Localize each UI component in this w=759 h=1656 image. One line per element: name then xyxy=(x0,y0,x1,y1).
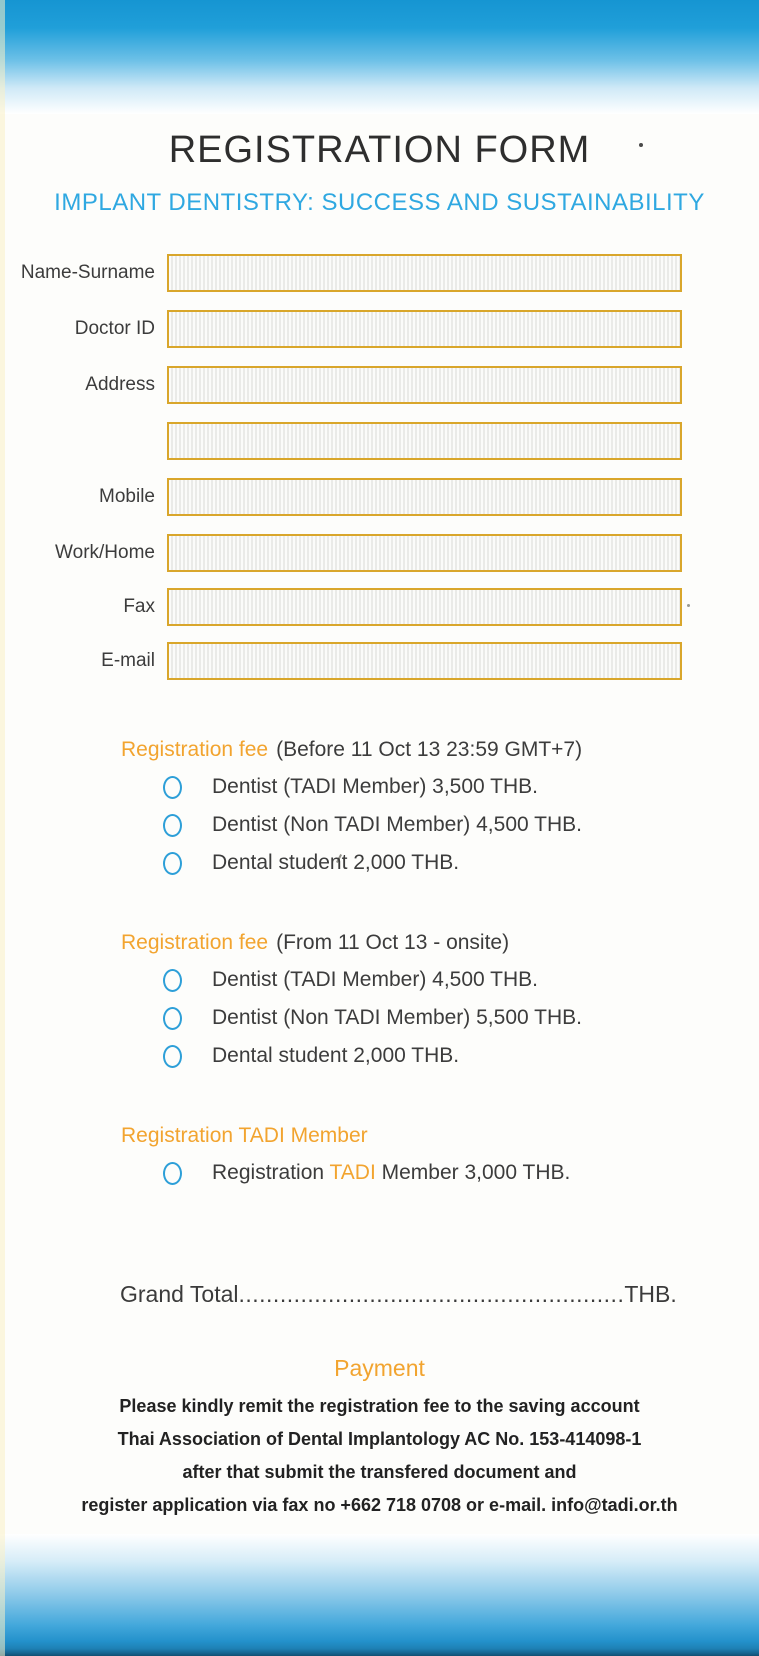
address-line-2-label xyxy=(0,422,155,460)
page-subtitle: IMPLANT DENTISTRY: SUCCESS AND SUSTAINABILITY xyxy=(54,189,705,216)
radio-onsite-dental-student[interactable] xyxy=(163,1045,182,1068)
email-field[interactable] xyxy=(167,642,682,680)
doctor-id-field[interactable] xyxy=(167,310,682,348)
form-row-work-home xyxy=(0,534,759,572)
fee-heading-title: Registration fee xyxy=(121,931,269,954)
fee-option-row xyxy=(121,812,582,838)
option-text-part: Dentist (TADI Member) 3,500 THB. xyxy=(212,775,538,798)
fax-field[interactable] xyxy=(167,588,682,626)
fee-section-early-heading xyxy=(121,736,582,764)
fee-section-onsite-heading xyxy=(121,929,582,957)
fee-option-label xyxy=(212,1044,459,1068)
option-text-part: Dental student 2,000 THB. xyxy=(212,1044,460,1067)
email-label: E-mail xyxy=(101,650,155,671)
option-text-highlight: TADI xyxy=(329,1161,376,1184)
radio-onsite-dentist-non-tadi-member[interactable] xyxy=(163,1007,182,1030)
fee-option-label xyxy=(212,813,582,837)
mobile-label: Mobile xyxy=(99,486,155,507)
radio-early-dentist-non-tadi-member[interactable] xyxy=(163,814,182,837)
option-text-part: Dental student 2,000 THB. xyxy=(212,851,460,874)
fee-option-row xyxy=(121,1005,582,1031)
form-row-address-line-2 xyxy=(0,422,759,460)
grand-total-currency: THB. xyxy=(624,1281,677,1307)
mobile-field[interactable] xyxy=(167,478,682,516)
work-home-field[interactable] xyxy=(167,534,682,572)
fee-option-label xyxy=(212,851,459,875)
top-gradient-band xyxy=(0,0,759,114)
fee-heading-title: Registration fee xyxy=(121,738,269,761)
bottom-gradient-band xyxy=(0,1534,759,1656)
radio-onsite-dentist-tadi-member[interactable] xyxy=(163,969,182,992)
form-row-email xyxy=(0,642,759,680)
fee-option-label xyxy=(212,1006,582,1030)
form-row-mobile xyxy=(0,478,759,516)
page-title: REGISTRATION FORM xyxy=(168,129,591,171)
fee-option-row xyxy=(121,774,582,800)
option-text-part: Dentist (TADI Member) 4,500 THB. xyxy=(212,968,538,991)
form-row-doctor-id xyxy=(0,310,759,348)
grand-total-label: Grand Total xyxy=(120,1281,239,1307)
payment-line: Please kindly remit the registration fee to the saving account xyxy=(119,1396,640,1416)
fee-option-row xyxy=(121,850,582,876)
name-surname-field[interactable] xyxy=(167,254,682,292)
fee-option-row xyxy=(121,1160,570,1186)
option-text-part: Registration xyxy=(212,1161,330,1184)
fee-section-tadi-member-heading xyxy=(121,1122,570,1150)
fax-label: Fax xyxy=(123,596,155,617)
form-row-fax xyxy=(0,588,759,626)
fee-heading-note: (Before 11 Oct 13 23:59 GMT+7) xyxy=(276,738,583,761)
address-field[interactable] xyxy=(167,366,682,404)
payment-instructions xyxy=(0,1390,759,1522)
payment-line: register application via fax no +662 718 0708 or e-mail. info@tadi.or.th xyxy=(81,1495,678,1515)
fee-section-onsite xyxy=(121,929,582,1081)
payment-heading: Payment xyxy=(334,1355,425,1381)
fee-option-label xyxy=(212,1161,570,1185)
fee-option-row xyxy=(121,967,582,993)
name-surname-label: Name-Surname xyxy=(20,262,155,283)
option-text-part: Member 3,000 THB. xyxy=(375,1161,571,1184)
work-home-label: Work/Home xyxy=(55,542,155,563)
grand-total-line xyxy=(120,1281,677,1308)
fee-option-label xyxy=(212,775,538,799)
fee-heading-title: Registration TADI Member xyxy=(121,1124,368,1147)
fee-option-label xyxy=(212,968,538,992)
option-text-part: Dentist (Non TADI Member) 5,500 THB. xyxy=(212,1006,582,1029)
address-label: Address xyxy=(85,374,155,395)
radio-early-dental-student[interactable] xyxy=(163,852,182,875)
fee-section-early xyxy=(121,736,582,888)
payment-line: Thai Association of Dental Implantology AC No. 153-414098-1 xyxy=(117,1429,642,1449)
doctor-id-label: Doctor ID xyxy=(74,318,155,339)
radio-early-dentist-tadi-member[interactable] xyxy=(163,776,182,799)
form-row-address xyxy=(0,366,759,404)
fee-option-row xyxy=(121,1043,582,1069)
form-row-name-surname xyxy=(0,254,759,292)
fee-section-tadi-member xyxy=(121,1122,570,1198)
address-line-2-field[interactable] xyxy=(167,422,682,460)
grand-total-fill-area[interactable]: ........................................................ xyxy=(238,1281,625,1307)
fee-heading-note: (From 11 Oct 13 - onsite) xyxy=(276,931,510,954)
payment-line: after that submit the transfered document and xyxy=(182,1462,577,1482)
radio-registration-tadi-member[interactable] xyxy=(163,1162,182,1185)
option-text-part: Dentist (Non TADI Member) 4,500 THB. xyxy=(212,813,582,836)
